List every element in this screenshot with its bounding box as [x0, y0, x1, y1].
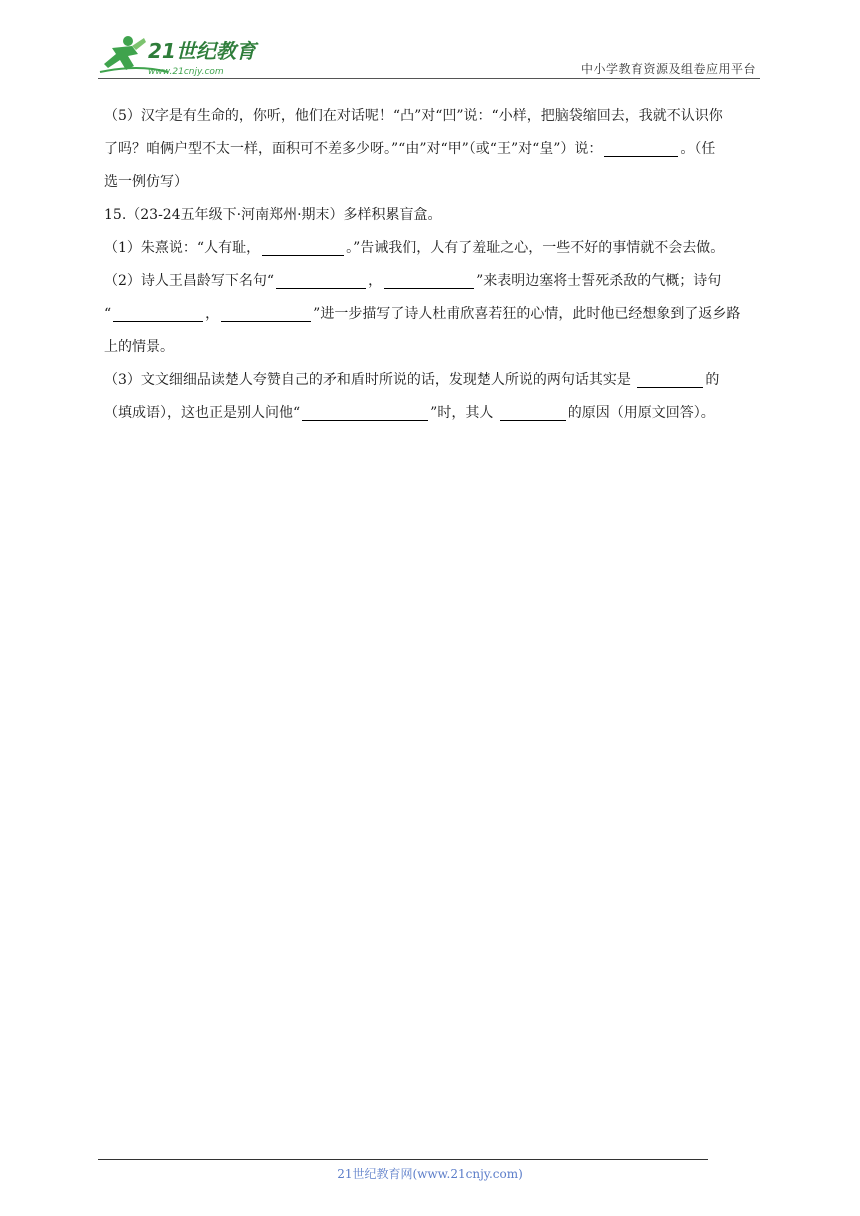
q15-part3-line2: （填成语），这也正是别人问他“ ”时，其人 的原因（用原文回答）。 — [104, 397, 764, 430]
q14-5-line2: 了吗？咱俩户型不太一样，面积可不差多少呀。”“由”对“甲”（或“王”对“皇”）说： 。（任 — [104, 133, 764, 166]
answer-blank[interactable] — [262, 237, 344, 256]
q15-heading: 15.（23-24五年级下·河南郑州·期末）多样积累盲盒。 — [104, 207, 442, 223]
q15-part2-line2: “ ， ”进一步描写了诗人杜甫欣喜若狂的心情，此时他已经想象到了返乡路 — [104, 298, 764, 331]
q14-5-line3: 选一例仿写） — [104, 174, 188, 190]
logo-url: www.21cnjy.com — [148, 67, 224, 77]
q14-5-line1: （5）汉字是有生命的，你听，他们在对话呢！“凸”对“凹”说：“小样，把脑袋缩回去，我就不认识你 — [104, 108, 723, 124]
q15-part2-line1: （2）诗人王昌龄写下名句“ ， ”来表明边塞将士誓死杀敌的气概；诗句 — [104, 265, 764, 298]
answer-blank[interactable] — [276, 270, 366, 289]
q15-part2-line3: 上的情景。 — [104, 339, 174, 355]
question-content — [104, 100, 764, 430]
answer-blank[interactable] — [604, 138, 678, 157]
header-divider — [98, 78, 760, 79]
answer-blank[interactable] — [221, 303, 311, 322]
answer-blank[interactable] — [384, 270, 474, 289]
site-logo — [98, 34, 263, 78]
site-tagline: 中小学教育资源及组卷应用平台 — [580, 62, 756, 76]
footer-link[interactable]: 21世纪教育网(www.21cnjy.com) — [337, 1167, 523, 1181]
answer-blank[interactable] — [113, 303, 203, 322]
answer-blank[interactable] — [637, 369, 703, 388]
answer-blank[interactable] — [500, 402, 566, 421]
answer-blank[interactable] — [302, 402, 428, 421]
logo-text: 21世纪教育 — [148, 39, 256, 63]
footer-divider — [98, 1159, 708, 1160]
q15-part1: （1）朱熹说：“人有耻， 。”告诫我们，人有了羞耻之心，一些不好的事情就不会去做。 — [104, 232, 764, 265]
q15-part3-line1: （3）文文细细品读楚人夸赞自己的矛和盾时所说的话，发现楚人所说的两句话其实是 的 — [104, 364, 764, 397]
page-header — [98, 32, 760, 80]
